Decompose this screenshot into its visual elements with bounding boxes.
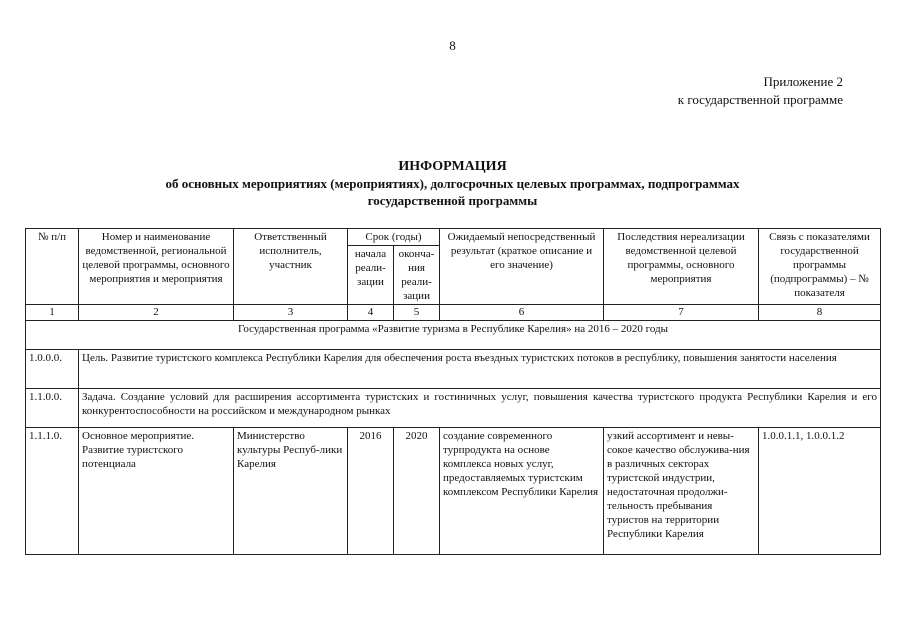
header-executor: Ответственный исполнитель, участник xyxy=(234,229,348,305)
page-number: 8 xyxy=(449,38,456,53)
measure-row xyxy=(26,428,881,555)
title-line-2: об основных мероприятиях (мероприятиях), долгосрочных целевых программах, подпрограммах xyxy=(165,176,740,191)
measure-number: 1.1.1.0. xyxy=(26,428,79,555)
header-row xyxy=(26,229,881,246)
measure-consequences: узкий ассортимент и невы-сокое качество обслужива-ния в различных секторах туристской индустрии, недостаточная продолжи-тельность пребывания туристов на территории Республики Карелия xyxy=(604,428,759,555)
measure-start-year: 2016 xyxy=(348,428,394,555)
measure-result: создание современного турпродукта на основе комплекса новых услуг, предоставляемых туристским комплексом Республики Карелия xyxy=(440,428,604,555)
header-end: оконча-ния реали-зации xyxy=(394,246,440,305)
header-result: Ожидаемый непосредственный результат (краткое описание и его значение) xyxy=(440,229,604,305)
measure-end-year: 2020 xyxy=(394,428,440,555)
measure-indicators: 1.0.0.1.1, 1.0.0.1.2 xyxy=(759,428,881,555)
goal-row xyxy=(26,350,881,389)
task-text: Задача. Создание условий для расширения ассортимента туристских и гостиничных услуг, повышения качества туристского продукта Республики Карелия и его конкурентоспособности на российском и международном рынках xyxy=(79,389,881,428)
appendix-line-2: к государственной программе xyxy=(677,92,843,107)
appendix-note xyxy=(678,73,843,109)
measures-table xyxy=(25,228,881,555)
document-title xyxy=(0,158,905,209)
goal-text: Цель. Развитие туристского комплекса Республики Карелия для обеспечения роста въездных туристских потоков в республику, повышения занятости населения xyxy=(79,350,881,389)
title-main: ИНФОРМАЦИЯ xyxy=(398,159,507,174)
appendix-line-1: Приложение 2 xyxy=(763,74,843,89)
measure-executor: Министерство культуры Респуб-лики Карелия xyxy=(234,428,348,555)
header-start: начала реали-зации xyxy=(348,246,394,305)
column-number: 3 xyxy=(234,305,348,321)
column-number: 6 xyxy=(440,305,604,321)
measure-name: Основное мероприятие. Развитие туристского потенциала xyxy=(79,428,234,555)
header-indicators: Связь с показателями государственной программы (подпрограммы) – № показателя xyxy=(759,229,881,305)
title-line-3: государственной программы xyxy=(367,193,538,208)
column-number: 1 xyxy=(26,305,79,321)
column-number: 5 xyxy=(394,305,440,321)
header-consequences: Последствия нереализации ведомственной целевой программы, основного мероприятия xyxy=(604,229,759,305)
goal-number: 1.0.0.0. xyxy=(26,350,79,389)
column-numbers-row xyxy=(26,305,881,321)
header-number: № п/п xyxy=(26,229,79,305)
task-number: 1.1.0.0. xyxy=(26,389,79,428)
column-number: 4 xyxy=(348,305,394,321)
column-number: 7 xyxy=(604,305,759,321)
header-name: Номер и наименование ведомственной, региональной целевой программы, основного мероприятия и мероприятия xyxy=(79,229,234,305)
program-row xyxy=(26,321,881,350)
task-row xyxy=(26,389,881,428)
program-title: Государственная программа «Развитие туризма в Республике Карелия» на 2016 – 2020 годы xyxy=(26,321,881,350)
header-term: Срок (годы) xyxy=(348,229,440,246)
column-number: 2 xyxy=(79,305,234,321)
column-number: 8 xyxy=(759,305,881,321)
